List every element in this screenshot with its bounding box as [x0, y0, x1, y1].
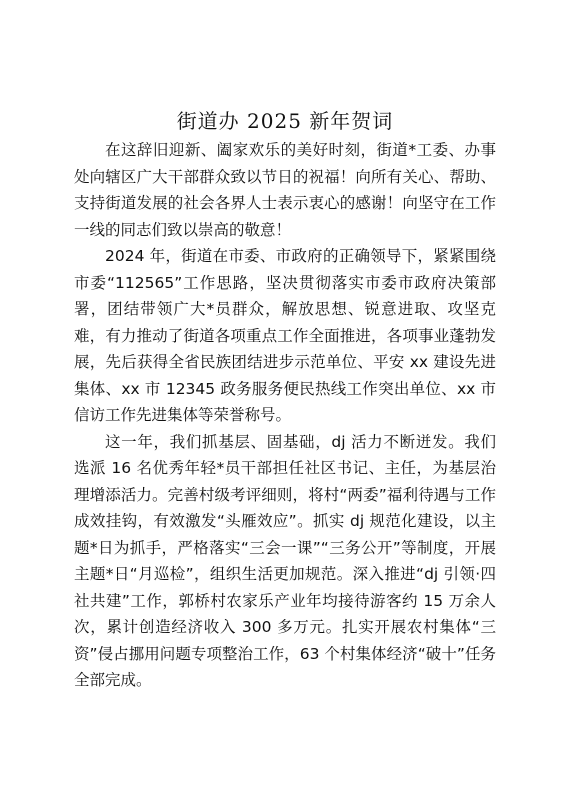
- paragraph-greeting: 在这辞旧迎新、阖家欢乐的美好时刻，街道*工委、办事处向辖区广大干部群众致以节日的祝福！向所有关心、帮助、支持街道发展的社会各界人士表示衷心的感谢！向坚守在工作一线的同志们致以崇高的敬意！: [74, 141, 496, 239]
- paragraph-grassroots: 这一年，我们抓基层、固基础，dj 活力不断迸发。我们选派 16 名优秀年轻*员干部担任社区书记、主任，为基层治理增添活力。完善村级考评细则，将村“两委”福利待遇与工作成效挂钩，有效激发“头雁效应”。抓实 dj 规范化建设，以主题*日为抓手，严格落实“三会一课”“三务公开”等制度，开展主题*日“月巡检”，组织生活更加规范。深入推进“dj 引领·四社共建”工作，郭桥村农家乐产业年均接待游客约 15 万余人次，累计创造经济收入 300 多万元。扎实开展农村集体“三资”侵占挪用问题专项整治工作，63 个村集体经济“破十”任务全部完成。: [74, 432, 496, 689]
- document-title: 街道办 2025 新年贺词: [176, 109, 394, 133]
- paragraph-achievements: 2024 年，街道在市委、市政府的正确领导下，紧紧围绕市委“112565”工作思路，坚决贯彻落实市委市政府决策部署，团结带领广大*员群众，解放思想、锐意进取、攻坚克难，有力推动了街道各项重点工作全面推进，各项事业蓬勃发展，先后获得全省民族团结进步示范单位、平安 xx 建设先进集体、xx 市 12345 政务服务便民热线工作突出单位、xx 市信访工作先进集体等荣誉称号。: [74, 247, 496, 424]
- document-body: [74, 137, 496, 694]
